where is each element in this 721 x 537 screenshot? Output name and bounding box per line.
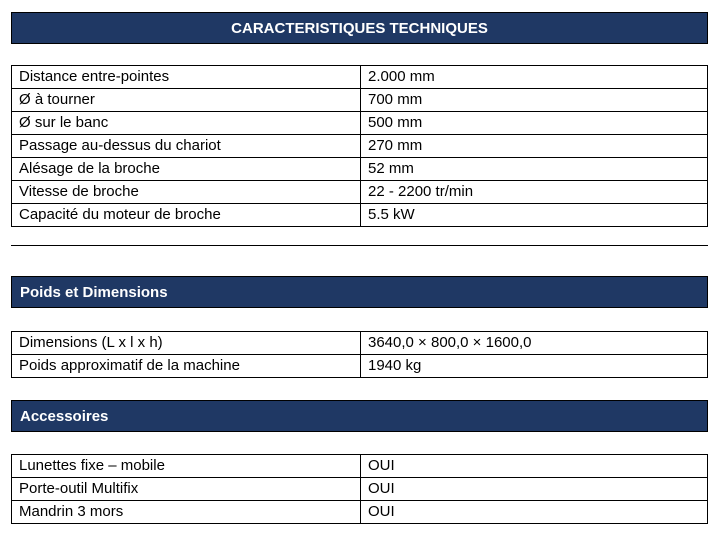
table-row xyxy=(12,478,708,501)
spec-value: 500 mm xyxy=(361,112,708,135)
technical-table xyxy=(11,65,708,227)
spec-label: Capacité du moteur de broche xyxy=(12,204,361,227)
spec-value: OUI xyxy=(361,455,708,478)
spec-value: 1940 kg xyxy=(361,355,708,378)
table-row xyxy=(12,158,708,181)
spec-label: Ø à tourner xyxy=(12,89,361,112)
spec-value: 5.5 kW xyxy=(361,204,708,227)
table-row xyxy=(12,66,708,89)
table-row xyxy=(12,112,708,135)
accessories-table xyxy=(11,454,708,524)
spec-value: 22 - 2200 tr/min xyxy=(361,181,708,204)
spec-label: Distance entre-pointes xyxy=(12,66,361,89)
spec-label: Porte-outil Multifix xyxy=(12,478,361,501)
spec-value: 270 mm xyxy=(361,135,708,158)
table-row xyxy=(12,355,708,378)
weight-table xyxy=(11,331,708,378)
accessories-title: Accessoires xyxy=(20,407,109,425)
table-row xyxy=(12,204,708,227)
table-row xyxy=(12,135,708,158)
table-row xyxy=(12,455,708,478)
spec-value: 700 mm xyxy=(361,89,708,112)
spec-label: Poids approximatif de la machine xyxy=(12,355,361,378)
spec-label: Lunettes fixe – mobile xyxy=(12,455,361,478)
table-row xyxy=(12,181,708,204)
weight-header xyxy=(11,276,708,308)
spec-label: Dimensions (L x l x h) xyxy=(12,332,361,355)
spec-value: OUI xyxy=(361,501,708,524)
table-row xyxy=(12,332,708,355)
spec-label: Passage au-dessus du chariot xyxy=(12,135,361,158)
spec-label: Ø sur le banc xyxy=(12,112,361,135)
section-divider xyxy=(11,245,708,246)
table-row xyxy=(12,89,708,112)
weight-title: Poids et Dimensions xyxy=(20,283,168,301)
technical-header xyxy=(11,12,708,44)
table-row xyxy=(12,501,708,524)
spec-label: Mandrin 3 mors xyxy=(12,501,361,524)
technical-title: CARACTERISTIQUES TECHNIQUES xyxy=(231,19,488,37)
spec-label: Vitesse de broche xyxy=(12,181,361,204)
spec-label: Alésage de la broche xyxy=(12,158,361,181)
accessories-header xyxy=(11,400,708,432)
spec-value: 52 mm xyxy=(361,158,708,181)
spec-value: OUI xyxy=(361,478,708,501)
spec-value: 2.000 mm xyxy=(361,66,708,89)
spec-value: 3640,0 × 800,0 × 1600,0 xyxy=(361,332,708,355)
